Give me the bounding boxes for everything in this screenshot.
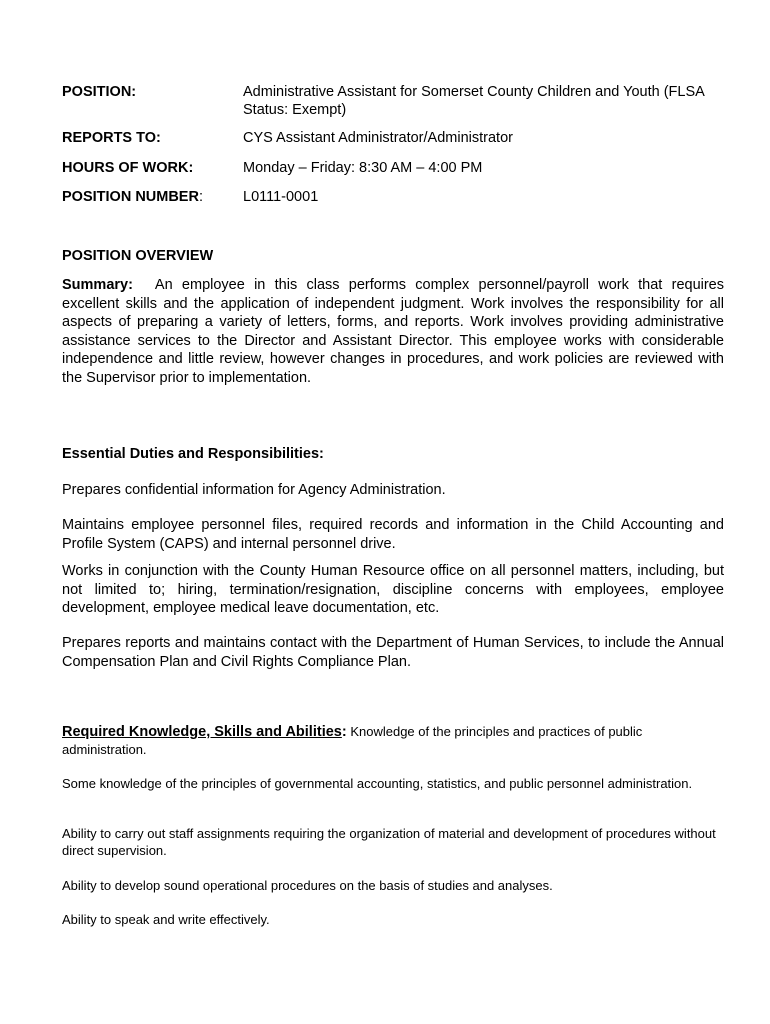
position-value: Administrative Assistant for Somerset County Children and Youth (FLSA Status: Exempt) bbox=[243, 84, 705, 118]
hours-label: HOURS OF WORK: bbox=[62, 160, 194, 176]
position-number-value: L0111-0001 bbox=[243, 189, 319, 205]
duty-item: Prepares reports and maintains contact with the Department of Human Services, to include the Annual Compensation Plan and Civil Rights Compliance Plan. bbox=[62, 635, 724, 670]
knowledge-item: Ability to develop sound operational procedures on the basis of studies and analyses. bbox=[62, 878, 553, 893]
position-label: POSITION: bbox=[62, 84, 137, 100]
position-number-colon: : bbox=[198, 189, 203, 205]
duty-item: Prepares confidential information for Agency Administration. bbox=[62, 482, 446, 498]
knowledge-first-text: Knowledge of the principles and practices of public administration. bbox=[62, 724, 643, 757]
position-row bbox=[62, 83, 724, 123]
knowledge-heading-colon: : bbox=[341, 724, 347, 740]
knowledge-item: Ability to speak and write effectively. bbox=[62, 912, 270, 927]
overview-heading: POSITION OVERVIEW bbox=[62, 248, 214, 264]
hours-value: Monday – Friday: 8:30 AM – 4:00 PM bbox=[243, 160, 483, 176]
duty-item: Maintains employee personnel files, required records and information in the Child Accounting and Profile System (CAPS) and internal personnel drive. bbox=[62, 517, 724, 552]
summary-label: Summary: bbox=[62, 277, 133, 293]
duties-heading: Essential Duties and Responsibilities: bbox=[62, 446, 324, 462]
knowledge-item: Some knowledge of the principles of governmental accounting, statistics, and public personnel administration. bbox=[62, 776, 693, 791]
summary-paragraph bbox=[62, 276, 724, 387]
knowledge-paragraph bbox=[62, 723, 724, 758]
position-number-label-text: POSITION NUMBER bbox=[62, 189, 199, 205]
summary-text: An employee in this class performs complex personnel/payroll work that requires excellent skills and the application of independent judgment. Work involves the responsibility for all aspects of preparing a variety of letters, forms, and reports. Work involves providing administrative assistance services to the Director and Assistant Director. This employee works with considerable independence and little review, however changes in procedures, and work policies are reviewed with the Supervisor prior to implementation. bbox=[62, 277, 724, 386]
duty-item: Works in conjunction with the County Human Resource office on all personnel matters, including, but not limited to; hiring, termination/resignation, discipline concerns with employees, employee development, employee medical leave documentation, etc. bbox=[62, 563, 724, 616]
position-number-label bbox=[62, 188, 203, 206]
reports-to-value: CYS Assistant Administrator/Administrator bbox=[243, 130, 513, 146]
knowledge-item: Ability to carry out staff assignments requiring the organization of material and development of procedures without direct supervision. bbox=[62, 826, 716, 858]
knowledge-heading: Required Knowledge, Skills and Abilities bbox=[62, 724, 342, 740]
reports-to-label: REPORTS TO: bbox=[62, 130, 161, 146]
